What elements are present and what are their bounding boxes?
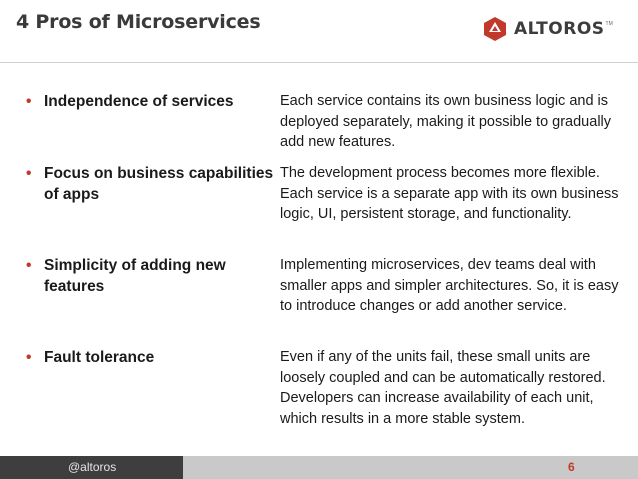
- pro-description: The development process becomes more flexible. Each service is a separate app with its own business logic, UI, persistent storage, and functionality.: [280, 165, 619, 222]
- pro-heading-text: Simplicity of adding new features: [44, 257, 226, 295]
- footer-handle-bar: [0, 456, 183, 479]
- slide-title: 4 Pros of Microservices: [16, 11, 261, 33]
- pro-description: Even if any of the units fail, these small units are loosely coupled and can be automatically restored. Developers can increase availability of each unit, which results in a more stable system.: [280, 349, 606, 427]
- pro-heading: [26, 255, 276, 297]
- pro-heading: [26, 163, 276, 205]
- bullet-marker: •: [26, 257, 32, 274]
- pro-description: Each service contains its own business logic and is deployed separately, making it possible to gradually add new features.: [280, 93, 612, 150]
- bullet-marker: •: [26, 165, 32, 182]
- bullet-marker: •: [26, 93, 32, 110]
- pro-description: Implementing microservices, dev teams deal with smaller apps and simpler architectures. So, it is easy to introduce changes or add another service.: [280, 257, 619, 314]
- logo-wordmark: ALTOROS: [514, 19, 605, 39]
- logo-trademark: TM: [605, 21, 613, 27]
- pro-heading-text: Fault tolerance: [44, 349, 155, 366]
- header-divider: [0, 62, 638, 63]
- pro-heading-text: Focus on business capabilities of apps: [44, 165, 274, 203]
- slide-footer: [0, 456, 638, 479]
- footer-handle: @altoros: [68, 460, 117, 474]
- bullet-marker: •: [26, 349, 32, 366]
- pro-heading: [26, 91, 276, 112]
- altoros-logo-icon: [482, 16, 508, 42]
- page-number: 6: [568, 460, 575, 474]
- slide-header: [0, 0, 638, 62]
- pro-heading: [26, 347, 276, 368]
- pro-heading-text: Independence of services: [44, 93, 234, 110]
- altoros-logo: [482, 15, 613, 43]
